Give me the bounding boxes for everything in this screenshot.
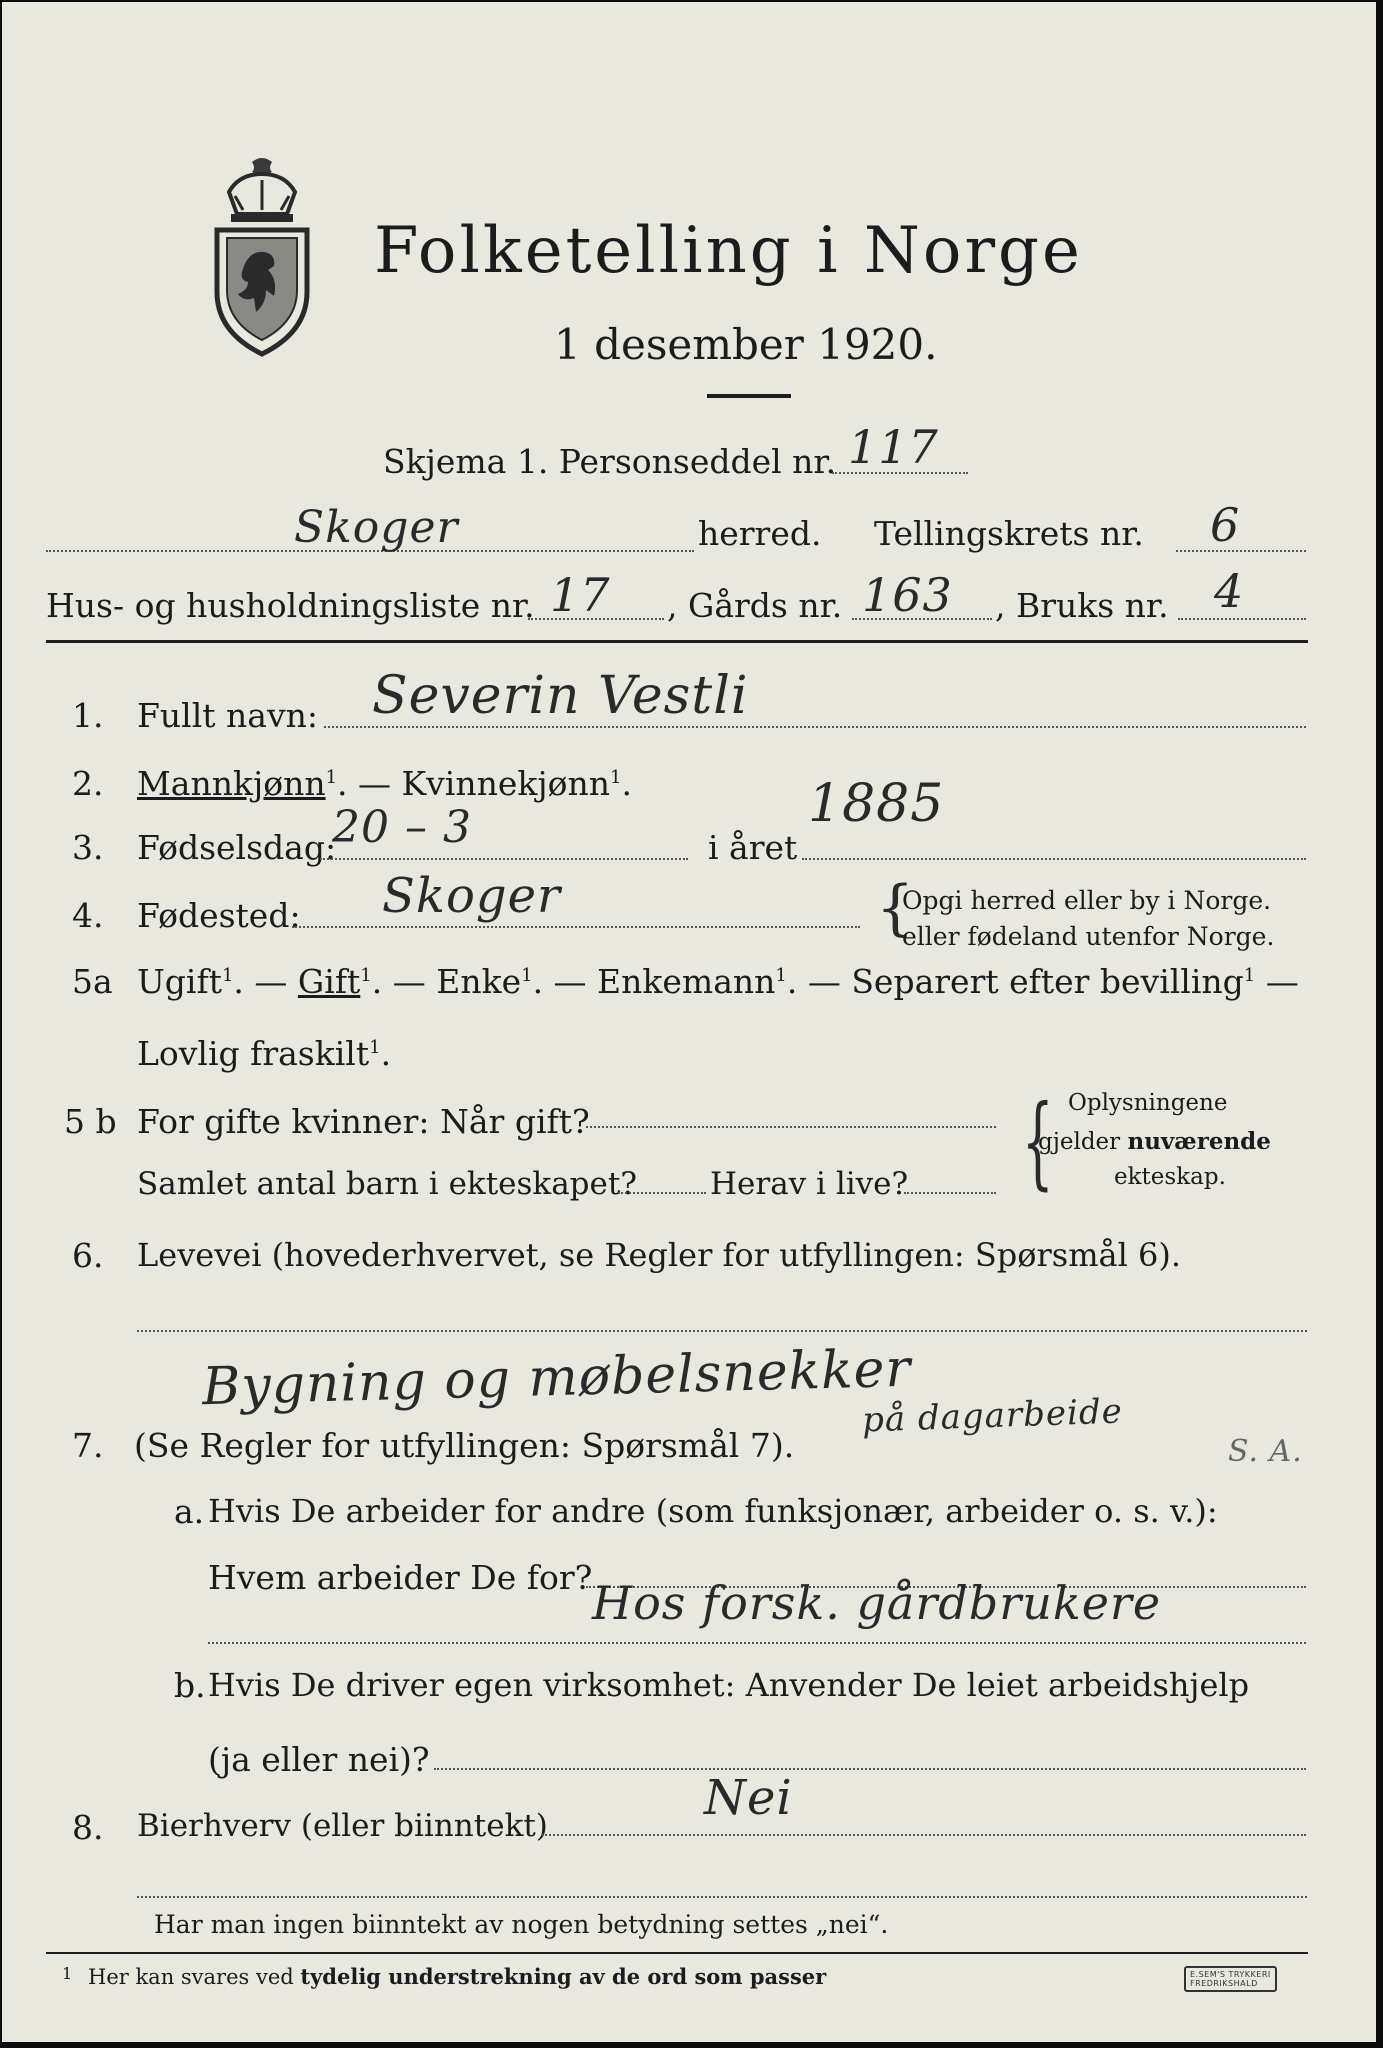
printer-stamp: E.SEM'S TRYKKERI FREDRIKSHALD — [1184, 1966, 1277, 1992]
q5a-enke-option[interactable]: Enke — [436, 962, 522, 1001]
q5b-note-3: ekteskap. — [1114, 1164, 1226, 1190]
coat-of-arms-icon — [207, 152, 317, 362]
q4-note-1: Opgi herred eller by i Norge. — [902, 886, 1272, 915]
q2-female-option[interactable]: Kvinnekjønn — [401, 764, 611, 803]
q4-value: Skoger — [382, 868, 561, 924]
q7-number: 7. — [72, 1426, 104, 1465]
tellingskrets-value: 6 — [1210, 498, 1241, 552]
q5b-barn-field[interactable] — [618, 1192, 706, 1194]
q3-year-field[interactable] — [802, 858, 1306, 860]
q6-label: Levevei (hovederhvervet, se Regler for utfyllingen: Spørsmål 6). — [137, 1236, 1182, 1274]
skjema-value: 117 — [848, 420, 939, 474]
q7a-letter: a. — [174, 1492, 205, 1531]
census-date: 1 desember 1920. — [554, 320, 938, 369]
q5b-label-3: Herav i live? — [710, 1166, 909, 1202]
q1-label: Fullt navn: — [137, 696, 318, 735]
q8-value: Nei — [704, 1770, 793, 1826]
q5b-nar-gift-field[interactable] — [586, 1126, 996, 1128]
q6-value: Bygning og møbelsnekker — [201, 1338, 913, 1418]
q7b-field[interactable] — [434, 1768, 1306, 1770]
footer-divider — [46, 1952, 1308, 1954]
form-title: Folketelling i Norge — [374, 214, 1083, 288]
tellingskrets-label: Tellingskrets nr. — [874, 514, 1144, 553]
q5b-live-field[interactable] — [904, 1192, 996, 1194]
q4-label: Fødested: — [137, 896, 301, 935]
q3-label: Fødselsdag: — [137, 828, 337, 867]
q5a-gift-option[interactable]: Gift — [297, 962, 361, 1001]
q3-number: 3. — [72, 828, 104, 867]
q1-field[interactable] — [324, 726, 1306, 728]
q5b-note-1: Oplysningene — [1068, 1090, 1228, 1116]
q7b-letter: b. — [174, 1666, 206, 1705]
q2-options: Mannkjønn$^1$. — Kvinnekjønn$^1$. — [137, 764, 632, 803]
q7a-field-2[interactable] — [208, 1642, 1306, 1644]
title-divider — [707, 394, 791, 398]
herred-label: herred. — [698, 514, 822, 553]
q8-number: 8. — [72, 1808, 104, 1847]
header-divider — [46, 640, 1308, 643]
q5a-separert-option[interactable]: Separert efter bevilling — [851, 962, 1244, 1001]
q6-field-1[interactable] — [137, 1330, 1307, 1332]
q7-label: (Se Regler for utfyllingen: Spørsmål 7). — [134, 1426, 795, 1465]
herred-value: Skoger — [294, 502, 459, 553]
q5b-note-2: gjelder nuværende — [1038, 1128, 1271, 1155]
q5b-brace: { — [1021, 1083, 1054, 1200]
q3-year-label: i året — [708, 828, 798, 867]
q5a-lovlig: Lovlig fraskilt$^1$. — [137, 1034, 392, 1073]
q5a-options: Ugift$^1$. — Gift$^1$. — Enke$^1$. — Enkemann$^1$. — Separert efter bevilling$^1$ — — [137, 962, 1299, 1001]
q7a-question: Hvem arbeider De for? — [208, 1558, 593, 1597]
q4-number: 4. — [72, 896, 104, 935]
q3-value: 20 – 3 — [332, 802, 472, 853]
footer-note: Har man ingen biinntekt av nogen betydning settes „nei“. — [154, 1910, 889, 1939]
hus-value: 17 — [550, 568, 611, 622]
gards-label: , Gårds nr. — [667, 586, 843, 625]
bruks-value: 4 — [1214, 564, 1245, 618]
q4-field[interactable] — [292, 926, 860, 928]
q8-field-2[interactable] — [137, 1896, 1307, 1898]
footnote: Her kan svares ved tydelig understrekning av de ord som passer — [88, 1964, 827, 1989]
q2-number: 2. — [72, 764, 104, 803]
bruks-field[interactable] — [1178, 618, 1306, 620]
footnote-number: 1 — [62, 1964, 73, 1983]
q3-field[interactable] — [320, 858, 688, 860]
q7-margin-note: S. A. — [1228, 1434, 1303, 1469]
q5a-enkemann-option[interactable]: Enkemann — [597, 962, 776, 1001]
q8-field[interactable] — [542, 1834, 1306, 1836]
gards-value: 163 — [862, 568, 953, 622]
q6-value-2: på dagarbeide — [861, 1391, 1124, 1441]
q4-brace: { — [876, 873, 915, 943]
q7a-text: Hvis De arbeider for andre (som funksjonær, arbeider o. s. v.): — [208, 1492, 1218, 1530]
q2-male-option[interactable]: Mannkjønn — [137, 764, 326, 803]
q5a-ugift-option[interactable]: Ugift — [137, 962, 222, 1001]
q6-number: 6. — [72, 1236, 104, 1275]
q7a-value: Hos forsk. gårdbrukere — [592, 1576, 1162, 1630]
census-form — [2, 2, 1376, 2042]
tellingskrets-field[interactable] — [1176, 550, 1306, 552]
q5b-label-1: For gifte kvinner: Når gift? — [137, 1102, 590, 1141]
q5b-label-2: Samlet antal barn i ekteskapet? — [137, 1166, 637, 1202]
q4-note-2: eller fødeland utenfor Norge. — [902, 922, 1275, 951]
q5b-number: 5 b — [64, 1102, 117, 1141]
q1-value: Severin Vestli — [372, 666, 749, 726]
q5a-lovlig-option[interactable]: Lovlig fraskilt — [137, 1034, 370, 1073]
q7b-text: Hvis De driver egen virksomhet: Anvender De leiet arbeidshjelp — [208, 1666, 1250, 1704]
q1-number: 1. — [72, 696, 104, 735]
bruks-label: , Bruks nr. — [995, 586, 1169, 625]
skjema-label: Skjema 1. Personseddel nr. — [383, 442, 837, 481]
hus-label: Hus- og husholdningsliste nr. — [46, 586, 535, 625]
q8-label: Bierhverv (eller biinntekt) — [137, 1808, 548, 1844]
q3-year-value: 1885 — [808, 774, 945, 834]
q7b-question: (ja eller nei)? — [208, 1740, 430, 1779]
q5a-number: 5a — [72, 962, 113, 1001]
